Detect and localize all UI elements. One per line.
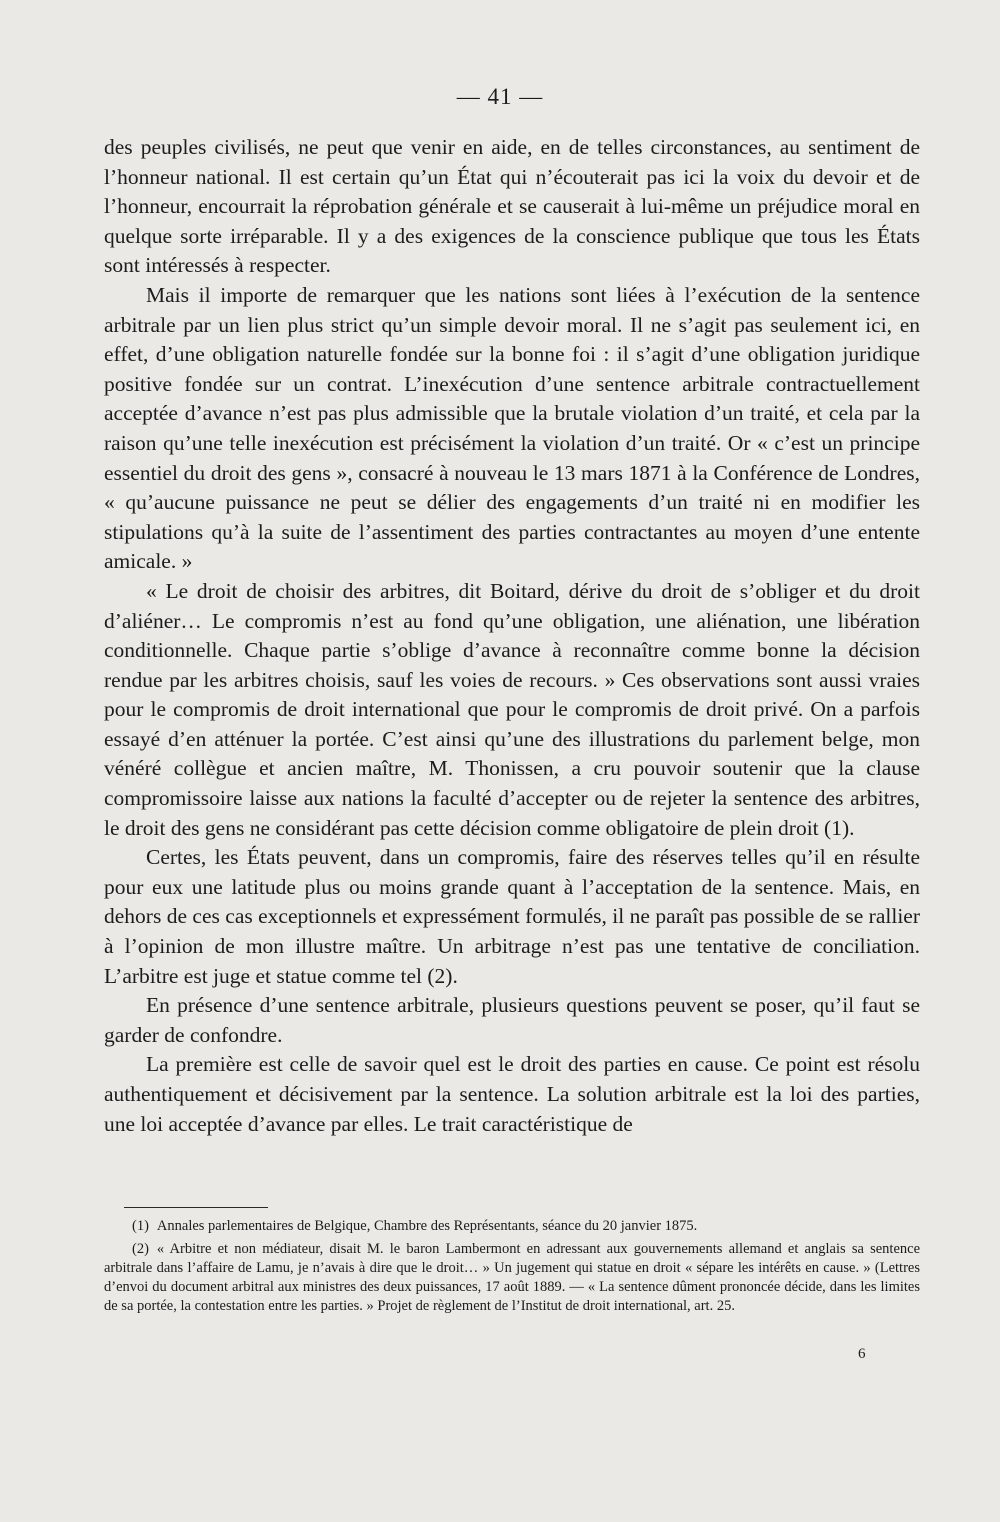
footnote-separator [124,1207,268,1208]
paragraph: Certes, les États peuvent, dans un compromis, faire des réserves telles qu’il en résulte pour eux une latitude plus ou moins grande quant à l’acceptation de la sentence. Mais, en dehors de ces cas exceptionnels et expressément formulés, il ne paraît pas possible de se rallier à l’opinion de mon illustre maître. Un arbitrage n’est pas une tentative de conciliation. L’arbitre est juge et statue comme tel (2). [104,845,920,988]
paragraph: Mais il importe de remarquer que les nations sont liées à l’exécution de la sentence arbitrale par un lien plus strict qu’un simple devoir moral. Il ne s’agit pas seulement ici, en effet, d’une obligation naturelle fondée sur la bonne foi : il s’agit d’une obligation juridique positive fondée sur un contrat. L’inexécution d’une sentence arbitrale contractuellement acceptée d’avance n’est pas plus admissible que la brutale violation d’un traité, et cela par la raison qu’une telle inexécution est précisément la violation d’un traité. Or « c’est un principe essentiel du droit des gens », consacré à nouveau le 13 mars 1871 à la Conférence de Londres, « qu’aucune puissance ne peut se délier des engagements d’un traité ni en modifier les stipulations qu’à la suite de l’assentiment des parties contractantes au moyen d’une entente amicale. » [104,282,920,574]
page-number: — 41 — [456,84,544,109]
paragraph: des peuples civilisés, ne peut que venir en aide, en de telles circonstances, au sentiment de l’honneur national. Il est certain qu’un État qui n’écouterait pas ici la voix du devoir et de l’honneur, encourrait la réprobation générale et se causerait à lui-même un préjudice moral en quelque sorte irréparable. Il y a des exigences de la conscience publique que tous les États sont intéressés à respecter. [104,135,920,278]
footnote [104,1217,920,1236]
footnote-mark: (1) [132,1218,149,1234]
body-text [104,133,920,1139]
paragraph: La première est celle de savoir quel est le droit des parties en cause. Ce point est résolu authentiquement et décisivement par la sentence. La solution arbitrale est la loi des parties, une loi acceptée d’avance par elles. Le trait caractéristique de [104,1052,920,1136]
paragraph: « Le droit de choisir des arbitres, dit Boitard, dérive du droit de s’obliger et du droit d’aliéner… Le compromis n’est au fond qu’une obligation, une aliénation, une libération conditionnelle. Chaque partie s’oblige d’avance à reconnaître comme bonne la décision rendue par les arbitres choisis, sauf les voies de recours. » Ces observations sont aussi vraies pour le compromis de droit international que pour le compromis de droit privé. On a parfois essayé d’en atténuer la portée. C’est ainsi qu’une des illustrations du parlement belge, mon vénéré collègue et ancien maître, M. Thonissen, a cru pouvoir soutenir que la clause compromissoire laisse aux nations la faculté d’accepter ou de rejeter la sentence des arbitres, le droit des gens ne considérant pas cette décision comme obligatoire de plein droit (1). [104,578,920,840]
footnote-text: Annales parlementaires de Belgique, Chambre des Représentants, séance du 20 janvier 1875. [156,1218,698,1234]
footnote-mark: (2) [132,1241,149,1257]
footnote-text: « Arbitre et non médiateur, disait M. le baron Lambermont en adressant aux gouvernements allemand et anglais sa sentence arbitrale dans l’affaire de Lamu, je n’avais à dire que le droit… » Un jugement qui statue en droit « sépare les intérêts en cause. » (Lettres d’envoi du document arbitral aux ministres des deux puissances, 17 août 1889. — « La sentence dûment prononcée décide, dans les limites de sa portée, la contestation entre les parties. » Projet de règlement de l’Institut de droit international, art. 25. [104,1241,920,1314]
footnotes [104,1217,920,1320]
signature-mark: 6 [858,1346,866,1362]
paragraph: En présence d’une sentence arbitrale, plusieurs questions peuvent se poser, qu’il faut se garder de confondre. [104,993,920,1047]
footnote [104,1240,920,1316]
